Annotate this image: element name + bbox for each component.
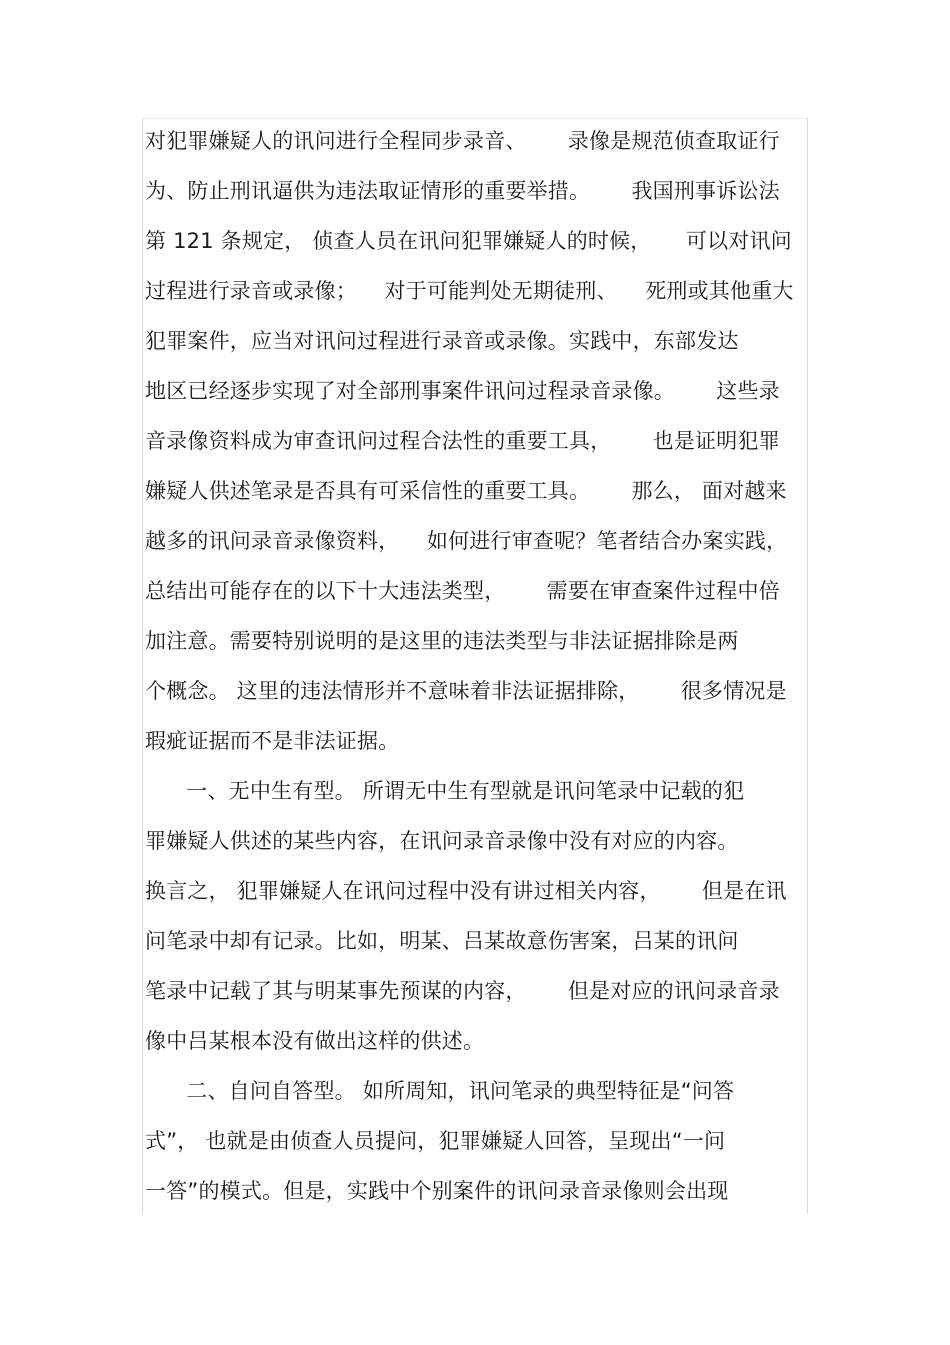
text-line: 罪嫌疑人供述的某些内容，在讯问录音录像中没有对应的内容。 (145, 829, 739, 853)
text-line: 为、防止刑讯逼供为违法取证情形的重要举措。 我国刑事诉讼法 (145, 179, 780, 203)
text-line: 换言之， 犯罪嫌疑人在讯问过程中没有讲过相关内容， 但是在讯 (145, 879, 787, 903)
text-line: 第 121 条规定， 侦查人员在讯问犯罪嫌疑人的时候， 可以对讯问 (145, 229, 792, 253)
text-line: 地区已经逐步实现了对全部刑事案件讯问过程录音录像。 这些录 (145, 379, 780, 403)
text-line: 越多的讯问录音录像资料， 如何进行审查呢？笔者结合办案实践， (145, 529, 788, 553)
text-line: 问笔录中却有记录。比如，明某、吕某故意伤害案，吕某的讯问 (145, 929, 739, 953)
text-line: 式”， 也就是由侦查人员提问，犯罪嫌疑人回答，呈现出“一问 (145, 1129, 726, 1153)
text-line: 总结出可能存在的以下十大违法类型， 需要在审查案件过程中倍 (145, 579, 780, 603)
text-line: 犯罪案件，应当对讯问过程进行录音或录像。实践中，东部发达 (145, 329, 739, 353)
text-line: 对犯罪嫌疑人的讯问进行全程同步录音、 录像是规范侦查取证行 (145, 129, 780, 153)
text-line: 音录像资料成为审查讯问过程合法性的重要工具， 也是证明犯罪 (145, 429, 780, 453)
paragraph-start-line: 一、无中生有型。 所谓无中生有型就是讯问笔录中记载的犯 (145, 779, 745, 803)
paragraph-start-line: 二、自问自答型。 如所周知，讯问笔录的典型特征是“问答 (145, 1079, 735, 1103)
text-line: 笔录中记载了其与明某事先预谋的内容， 但是对应的讯问录音录 (145, 979, 780, 1003)
text-line: 像中吕某根本没有做出这样的供述。 (145, 1029, 485, 1053)
text-line: 加注意。需要特别说明的是这里的违法类型与非法证据排除是两 (145, 629, 739, 653)
text-line: 嫌疑人供述笔录是否具有可采信性的重要工具。 那么， 面对越来 (145, 479, 787, 503)
text-line: 个概念。 这里的违法情形并不意味着非法证据排除， 很多情况是 (145, 679, 787, 703)
text-line: 一答”的模式。但是，实践中个别案件的讯问录音录像则会出现 (145, 1179, 729, 1203)
text-line: 瑕疵证据而不是非法证据。 (145, 729, 400, 753)
text-line: 过程进行录音或录像； 对于可能判处无期徒刑、 死刑或其他重大 (145, 279, 794, 303)
